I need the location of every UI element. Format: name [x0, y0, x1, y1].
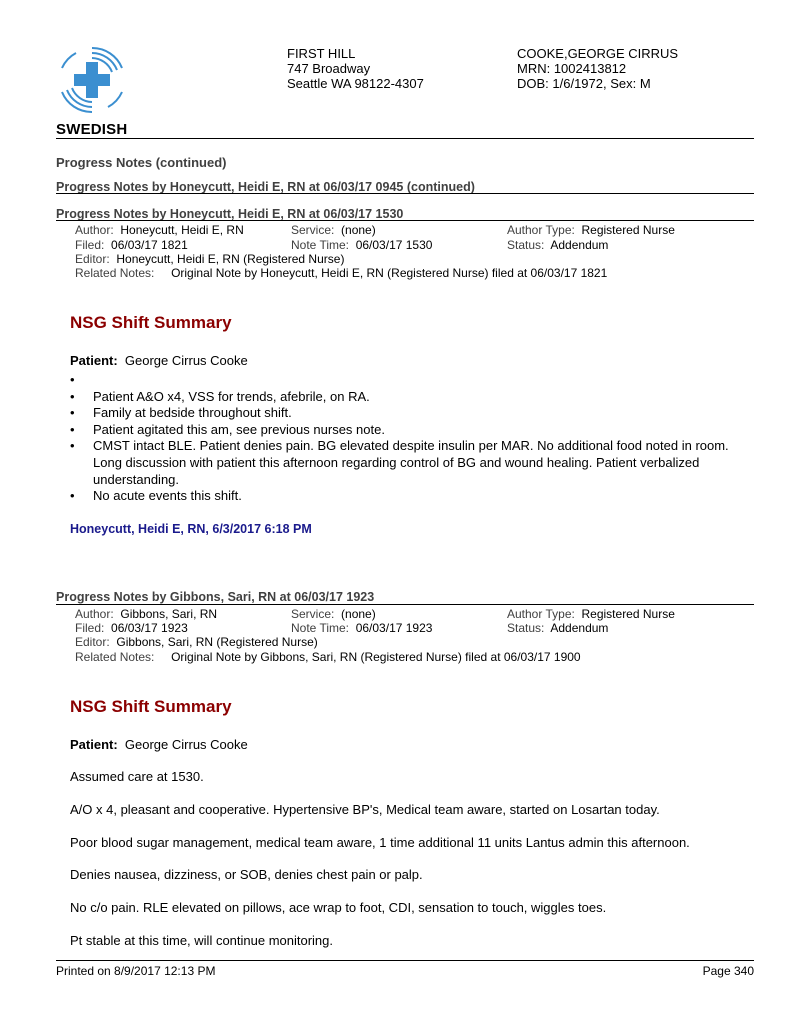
- note-paragraph: Poor blood sugar management, medical team aware, 1 time additional 11 units Lantus admin this afternoon.: [70, 835, 690, 850]
- facility-line: Seattle WA 98122-4307: [287, 76, 424, 91]
- list-item: [70, 372, 760, 389]
- note-service: Service: (none): [291, 607, 376, 621]
- patient-name-header: COOKE,GEORGE CIRRUS: [517, 46, 679, 61]
- facility-address: [287, 46, 424, 91]
- note-bullets: [70, 372, 760, 505]
- note-paragraph: Pt stable at this time, will continue monitoring.: [70, 933, 334, 948]
- note-title: NSG Shift Summary: [70, 313, 232, 332]
- note-author-type: Author Type: Registered Nurse: [507, 607, 675, 621]
- note-status: Status: Addendum: [507, 621, 609, 635]
- patient-mrn: MRN: 1002413812: [517, 61, 627, 76]
- page-number: Page 340: [702, 964, 754, 978]
- divider: [56, 604, 754, 605]
- continued-note-heading: Progress Notes by Honeycutt, Heidi E, RN at 06/03/17 0945 (continued): [56, 180, 475, 194]
- divider: [56, 220, 754, 221]
- note-related: Related Notes: Original Note by Gibbons, Sari, RN (Registered Nurse) filed at 06/03/17 1900: [75, 650, 581, 664]
- note-heading: Progress Notes by Honeycutt, Heidi E, RN at 06/03/17 1530: [56, 207, 404, 221]
- note-service: Service: (none): [291, 223, 376, 237]
- note-author-type: Author Type: Registered Nurse: [507, 223, 675, 237]
- patient-dob: DOB: 1/6/1972, Sex: M: [517, 76, 651, 91]
- note-heading: Progress Notes by Gibbons, Sari, RN at 06/03/17 1923: [56, 590, 375, 604]
- header-divider: [56, 138, 754, 139]
- note-editor: Editor: Honeycutt, Heidi E, RN (Registered Nurse): [75, 252, 345, 266]
- note-author: Author: Honeycutt, Heidi E, RN: [75, 223, 244, 237]
- list-item: • Family at bedside throughout shift.: [70, 405, 760, 422]
- list-item: • No acute events this shift.: [70, 488, 760, 505]
- note-status: Status: Addendum: [507, 238, 609, 252]
- facility-line: FIRST HILL: [287, 46, 356, 61]
- note-time: Note Time: 06/03/17 1530: [291, 238, 433, 252]
- note-patient: Patient: George Cirrus Cooke: [70, 353, 248, 368]
- note-patient: Patient: George Cirrus Cooke: [70, 737, 248, 752]
- printed-date: Printed on 8/9/2017 12:13 PM: [56, 964, 216, 978]
- facility-line: 747 Broadway: [287, 61, 371, 76]
- divider: [56, 193, 754, 194]
- note-paragraph: No c/o pain. RLE elevated on pillows, ace wrap to foot, CDI, sensation to touch, wiggles toes.: [70, 900, 607, 915]
- note-editor: Editor: Gibbons, Sari, RN (Registered Nurse): [75, 635, 318, 649]
- signature: Honeycutt, Heidi E, RN, 6/3/2017 6:18 PM: [70, 522, 312, 536]
- note-paragraph: Assumed care at 1530.: [70, 769, 204, 784]
- section-title: Progress Notes (continued): [56, 155, 227, 170]
- note-paragraph: Denies nausea, dizziness, or SOB, denies chest pain or palp.: [70, 867, 423, 882]
- list-item: • Patient agitated this am, see previous nurses note.: [70, 422, 760, 439]
- note-filed: Filed: 06/03/17 1821: [75, 238, 188, 252]
- footer-divider: [56, 960, 754, 961]
- list-item: • Patient A&O x4, VSS for trends, afebrile, on RA.: [70, 389, 760, 406]
- swedish-logo: [56, 44, 128, 116]
- brand-name: SWEDISH: [56, 121, 128, 138]
- note-time: Note Time: 06/03/17 1923: [291, 621, 433, 635]
- note-paragraph: A/O x 4, pleasant and cooperative. Hypertensive BP's, Medical team aware, started on Losartan today.: [70, 802, 660, 817]
- note-title: NSG Shift Summary: [70, 697, 232, 716]
- note-related: Related Notes: Original Note by Honeycutt, Heidi E, RN (Registered Nurse) filed at 06/03/17 1821: [75, 266, 608, 280]
- note-author: Author: Gibbons, Sari, RN: [75, 607, 218, 621]
- list-item: • CMST intact BLE. Patient denies pain. BG elevated despite insulin per MAR. No additional food noted in room. Long discussion with patient this afternoon regarding control of BG and wound healing. Patient verbalized understanding.: [70, 438, 760, 488]
- patient-header: [517, 46, 678, 91]
- note-filed: Filed: 06/03/17 1923: [75, 621, 188, 635]
